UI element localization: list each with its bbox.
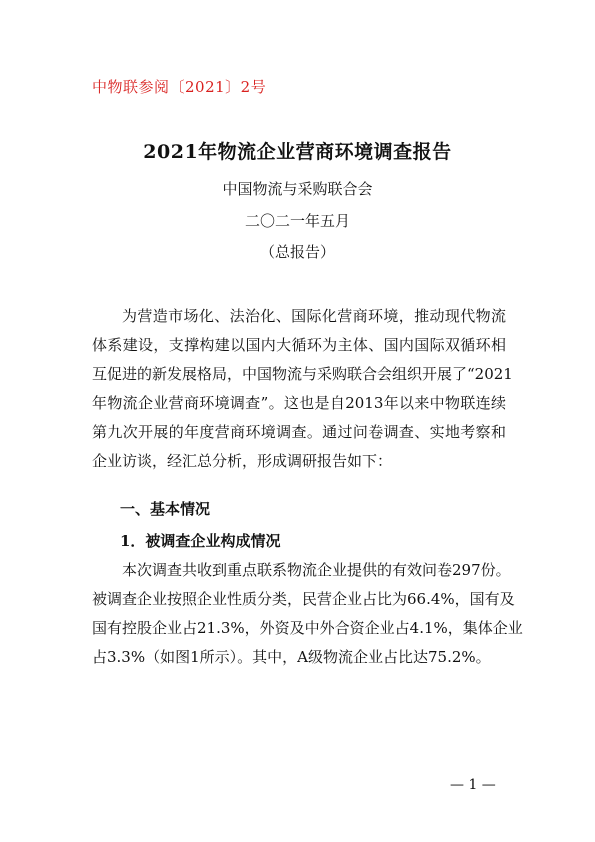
page-number: — 1 — <box>450 777 496 793</box>
report-title: 2021年物流企业营商环境调查报告 <box>143 141 452 163</box>
report-type: （总报告） <box>259 243 335 261</box>
body-line: 被调查企业按照企业性质分类，民营企业占比为66.4%，国有及 <box>92 590 515 608</box>
intro-line: 为营造市场化、法治化、国际化营商环境，推动现代物流 <box>122 307 506 325</box>
intro-line: 年物流企业营商环境调查”。这也是自2013年以来中物联连续 <box>92 394 506 412</box>
report-date: 二〇二一年五月 <box>244 212 350 230</box>
intro-line: 体系建设，支撑构建以国内大循环为主体、国内国际双循环相 <box>92 336 506 354</box>
section-heading-basic-info: 一、基本情况 <box>120 500 211 518</box>
intro-paragraph <box>92 302 513 476</box>
body-paragraph <box>92 556 523 672</box>
body-line: 国有控股企业占21.3%，外资及中外合资企业占4.1%，集体企业 <box>92 619 523 637</box>
intro-line: 互促进的新发展格局，中国物流与采购联合会组织开展了“2021 <box>92 365 513 383</box>
intro-line: 第九次开展的年度营商环境调查。通过问卷调查、实地考察和 <box>92 423 506 441</box>
document-number: 中物联参阅〔2021〕2号 <box>92 78 267 96</box>
organization-name: 中国物流与采购联合会 <box>222 180 373 198</box>
intro-line: 企业访谈，经汇总分析，形成调研报告如下： <box>92 452 393 470</box>
body-line: 占3.3%（如图1所示）。其中，A级物流企业占比达75.2%。 <box>92 648 491 666</box>
subsection-heading-composition: 1．被调查企业构成情况 <box>120 532 281 550</box>
body-line: 本次调查共收到重点联系物流企业提供的有效问卷297份。 <box>122 561 511 579</box>
